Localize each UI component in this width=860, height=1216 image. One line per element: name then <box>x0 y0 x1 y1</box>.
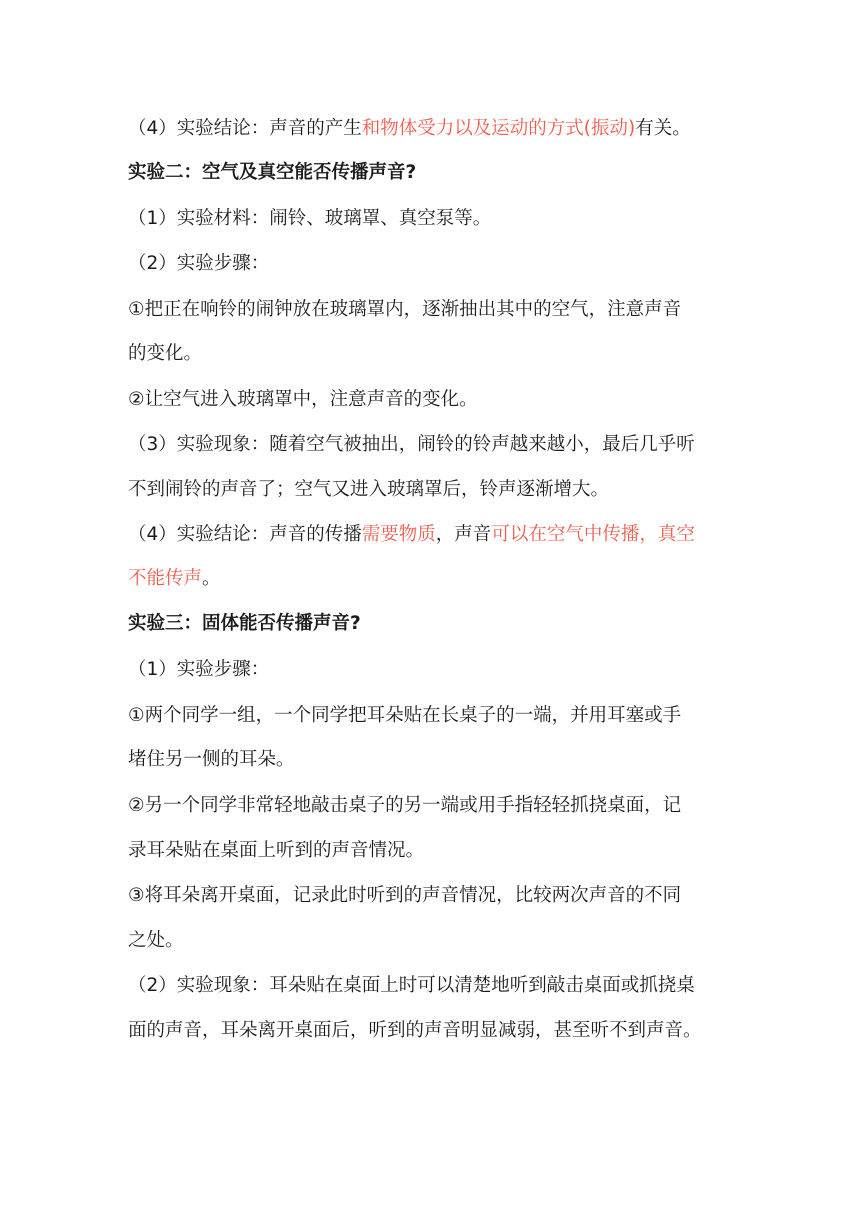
heading-text: 实验二：空气及真空能否传播声音? <box>128 162 417 183</box>
text-segment: 堵住另一侧的耳朵。 <box>128 749 295 770</box>
experiment-two-heading <box>128 159 416 187</box>
highlight-segment: 可以在空气中传播，真空 <box>491 524 695 545</box>
text-segment: 有关。 <box>635 118 691 139</box>
highlight-segment: 和物体受力以及运动的方式(振动) <box>361 118 636 139</box>
highlight-segment: 不能传声 <box>128 568 203 589</box>
text-segment: （2）实验现象：耳朵贴在桌面上时可以清楚地听到敲击桌面或抓挠桌 <box>128 975 695 996</box>
conclusion-line-1 <box>128 115 691 143</box>
text-segment: 。 <box>202 568 221 589</box>
experiment-three-heading <box>128 610 361 638</box>
materials-line <box>128 205 491 233</box>
step-three-three-line-b <box>128 927 184 955</box>
text-segment: 之处。 <box>128 930 184 951</box>
text-segment: ，声音 <box>435 524 492 545</box>
text-segment: ①把正在响铃的闹钟放在玻璃罩内，逐渐抽出其中的空气，注意声音 <box>128 299 682 320</box>
text-segment: 录耳朵贴在桌面上听到的声音情况。 <box>128 840 425 861</box>
text-segment: （1）实验步骤： <box>128 659 270 680</box>
heading-text: 实验三：固体能否传播声音? <box>128 613 361 634</box>
text-segment: 的变化。 <box>128 343 203 364</box>
highlight-segment: 需要物质 <box>361 524 436 545</box>
step-one-line-b <box>128 340 202 368</box>
text-segment: ②让空气进入玻璃罩中，注意声音的变化。 <box>128 389 478 410</box>
step-three-two-line-a <box>128 792 681 820</box>
conclusion-two-line-a <box>128 521 695 549</box>
phenomenon-three-line-a <box>128 972 695 1000</box>
phenomenon-three-line-b <box>128 1017 702 1045</box>
text-segment: （4）实验结论：声音的产生 <box>128 118 362 139</box>
phenomenon-line-a <box>128 431 695 459</box>
text-segment: ③将耳朵离开桌面，记录此时听到的声音情况，比较两次声音的不同 <box>128 885 682 906</box>
text-segment: （2）实验步骤： <box>128 253 270 274</box>
text-segment: 面的声音，耳朵离开桌面后，听到的声音明显减弱，甚至听不到声音。 <box>128 1020 702 1041</box>
text-segment: （1）实验材料：闹铃、玻璃罩、真空泵等。 <box>128 208 492 229</box>
step-three-one-line-b <box>128 746 295 774</box>
step-two-line <box>128 386 478 414</box>
steps-title-line <box>128 250 269 278</box>
text-segment: ①两个同学一组，一个同学把耳朵贴在长桌子的一端，并用耳塞或手 <box>128 705 682 726</box>
text-segment: （3）实验现象：随着空气被抽出，闹铃的铃声越来越小，最后几乎听 <box>128 434 695 455</box>
step-three-one-line-a <box>128 702 681 730</box>
phenomenon-line-b <box>128 476 609 504</box>
steps-three-title-line <box>128 656 269 684</box>
step-three-two-line-b <box>128 837 424 865</box>
text-segment: ②另一个同学非常轻地敲击桌子的另一端或用手指轻轻抓挠桌面，记 <box>128 795 682 816</box>
conclusion-two-line-b <box>128 565 221 593</box>
text-segment: （4）实验结论：声音的传播 <box>128 524 362 545</box>
step-one-line-a <box>128 296 681 324</box>
step-three-three-line-a <box>128 882 681 910</box>
text-segment: 不到闹铃的声音了；空气又进入玻璃罩后，铃声逐渐增大。 <box>128 479 610 500</box>
